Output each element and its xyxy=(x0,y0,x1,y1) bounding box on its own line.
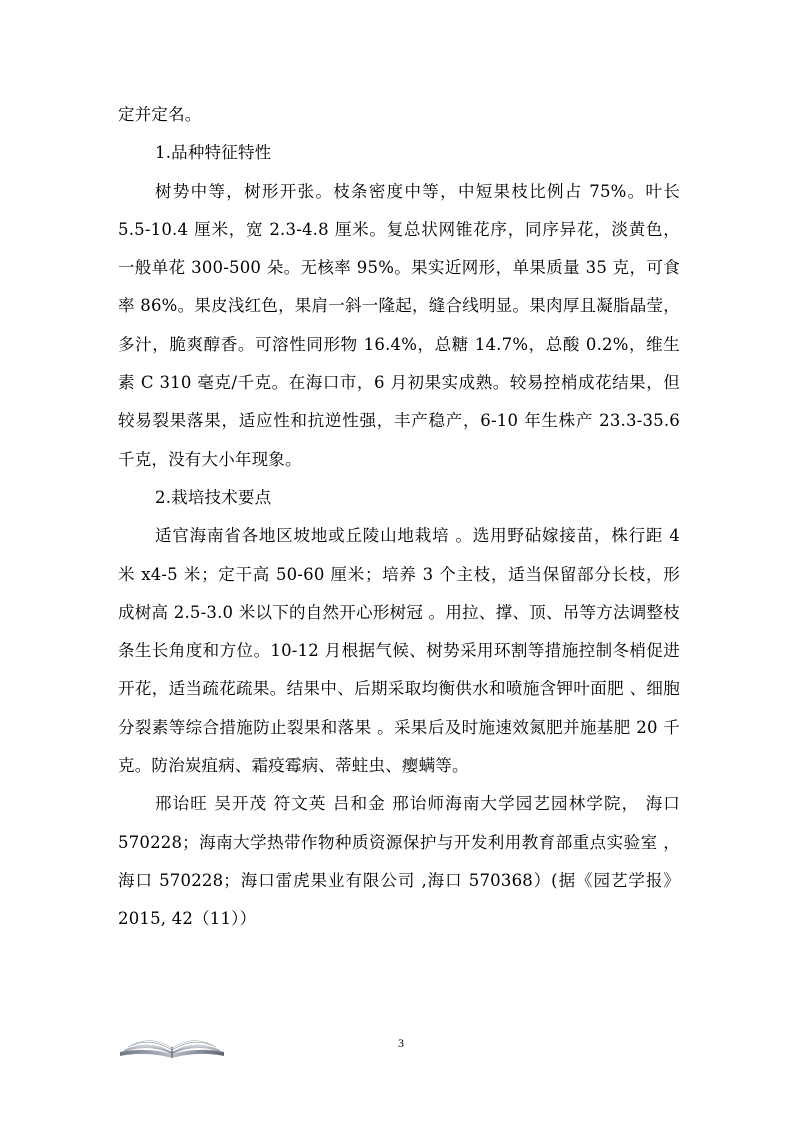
paragraph-authors-source: 邢诒旺 吴开茂 符文英 吕和金 邢诒师海南大学园艺园林学院， 海口 570228；海南大学热带作物种质资源保护与开发利用教育部重点实验室 ，海口 570228；海口雷虎果业有限公司 ,海口 570368）(据《园艺学报》2015, 42（11）） xyxy=(118,794,680,929)
open-book-icon xyxy=(118,1030,226,1060)
section-heading-cultivation: 2.栽培技术要点 xyxy=(155,487,272,507)
paragraph-cultivation: 适官海南省各地区坡地或丘陵山地栽培 。选用野砧嫁接苗，株行距 4 米 x4-5 米；定干高 50-60 厘米；培养 3 个主枝，适当保留部分长枝，形成树高 2.5-3.0 米以下的自然开心形树冠 。用拉、撑、顶、吊等方法调整枝条生长角度和方位。10-12 月根据气候、树势采用环割等措施控制冬梢促进开花，适当疏花疏果。结果中、后期采取均衡供水和喷施含钾叶面肥 、细胞分裂素等综合措施防止裂果和落果 。采果后及时施速效氮肥并施基肥 20 千克。防治炭疽病、霜疫霉病、蒂蛀虫、瘿螨等。 xyxy=(118,526,680,776)
paragraph-continuation: 定并定名。 xyxy=(118,105,202,124)
page-number: 3 xyxy=(398,1036,404,1050)
document-body xyxy=(118,96,680,939)
paragraph-characteristics: 树势中等，树形开张。枝条密度中等，中短果枝比例占 75%。叶长 5.5-10.4 厘米，宽 2.3-4.8 厘米。复总状网锥花序，同序异花，淡黄色，一般单花 300-500 朵。无核率 95%。果实近网形，单果质量 35 克，可食率 86%。果皮浅红色，果肩一斜一隆起，缝合线明显。果肉厚且凝脂晶莹，多汁，脆爽醇香。可溶性同形物 16.4%，总糖 14.7%，总酸 0.2%，维生素 C 310 毫克/千克。在海口市，6 月初果实成熟。较易控梢成花结果，但较易裂果落果，适应性和抗逆性强，丰产稳产，6-10 年生株产 23.3-35.6 千克，没有大小年现象。 xyxy=(118,181,680,469)
section-heading-characteristics: 1.品种特征特性 xyxy=(155,143,272,163)
